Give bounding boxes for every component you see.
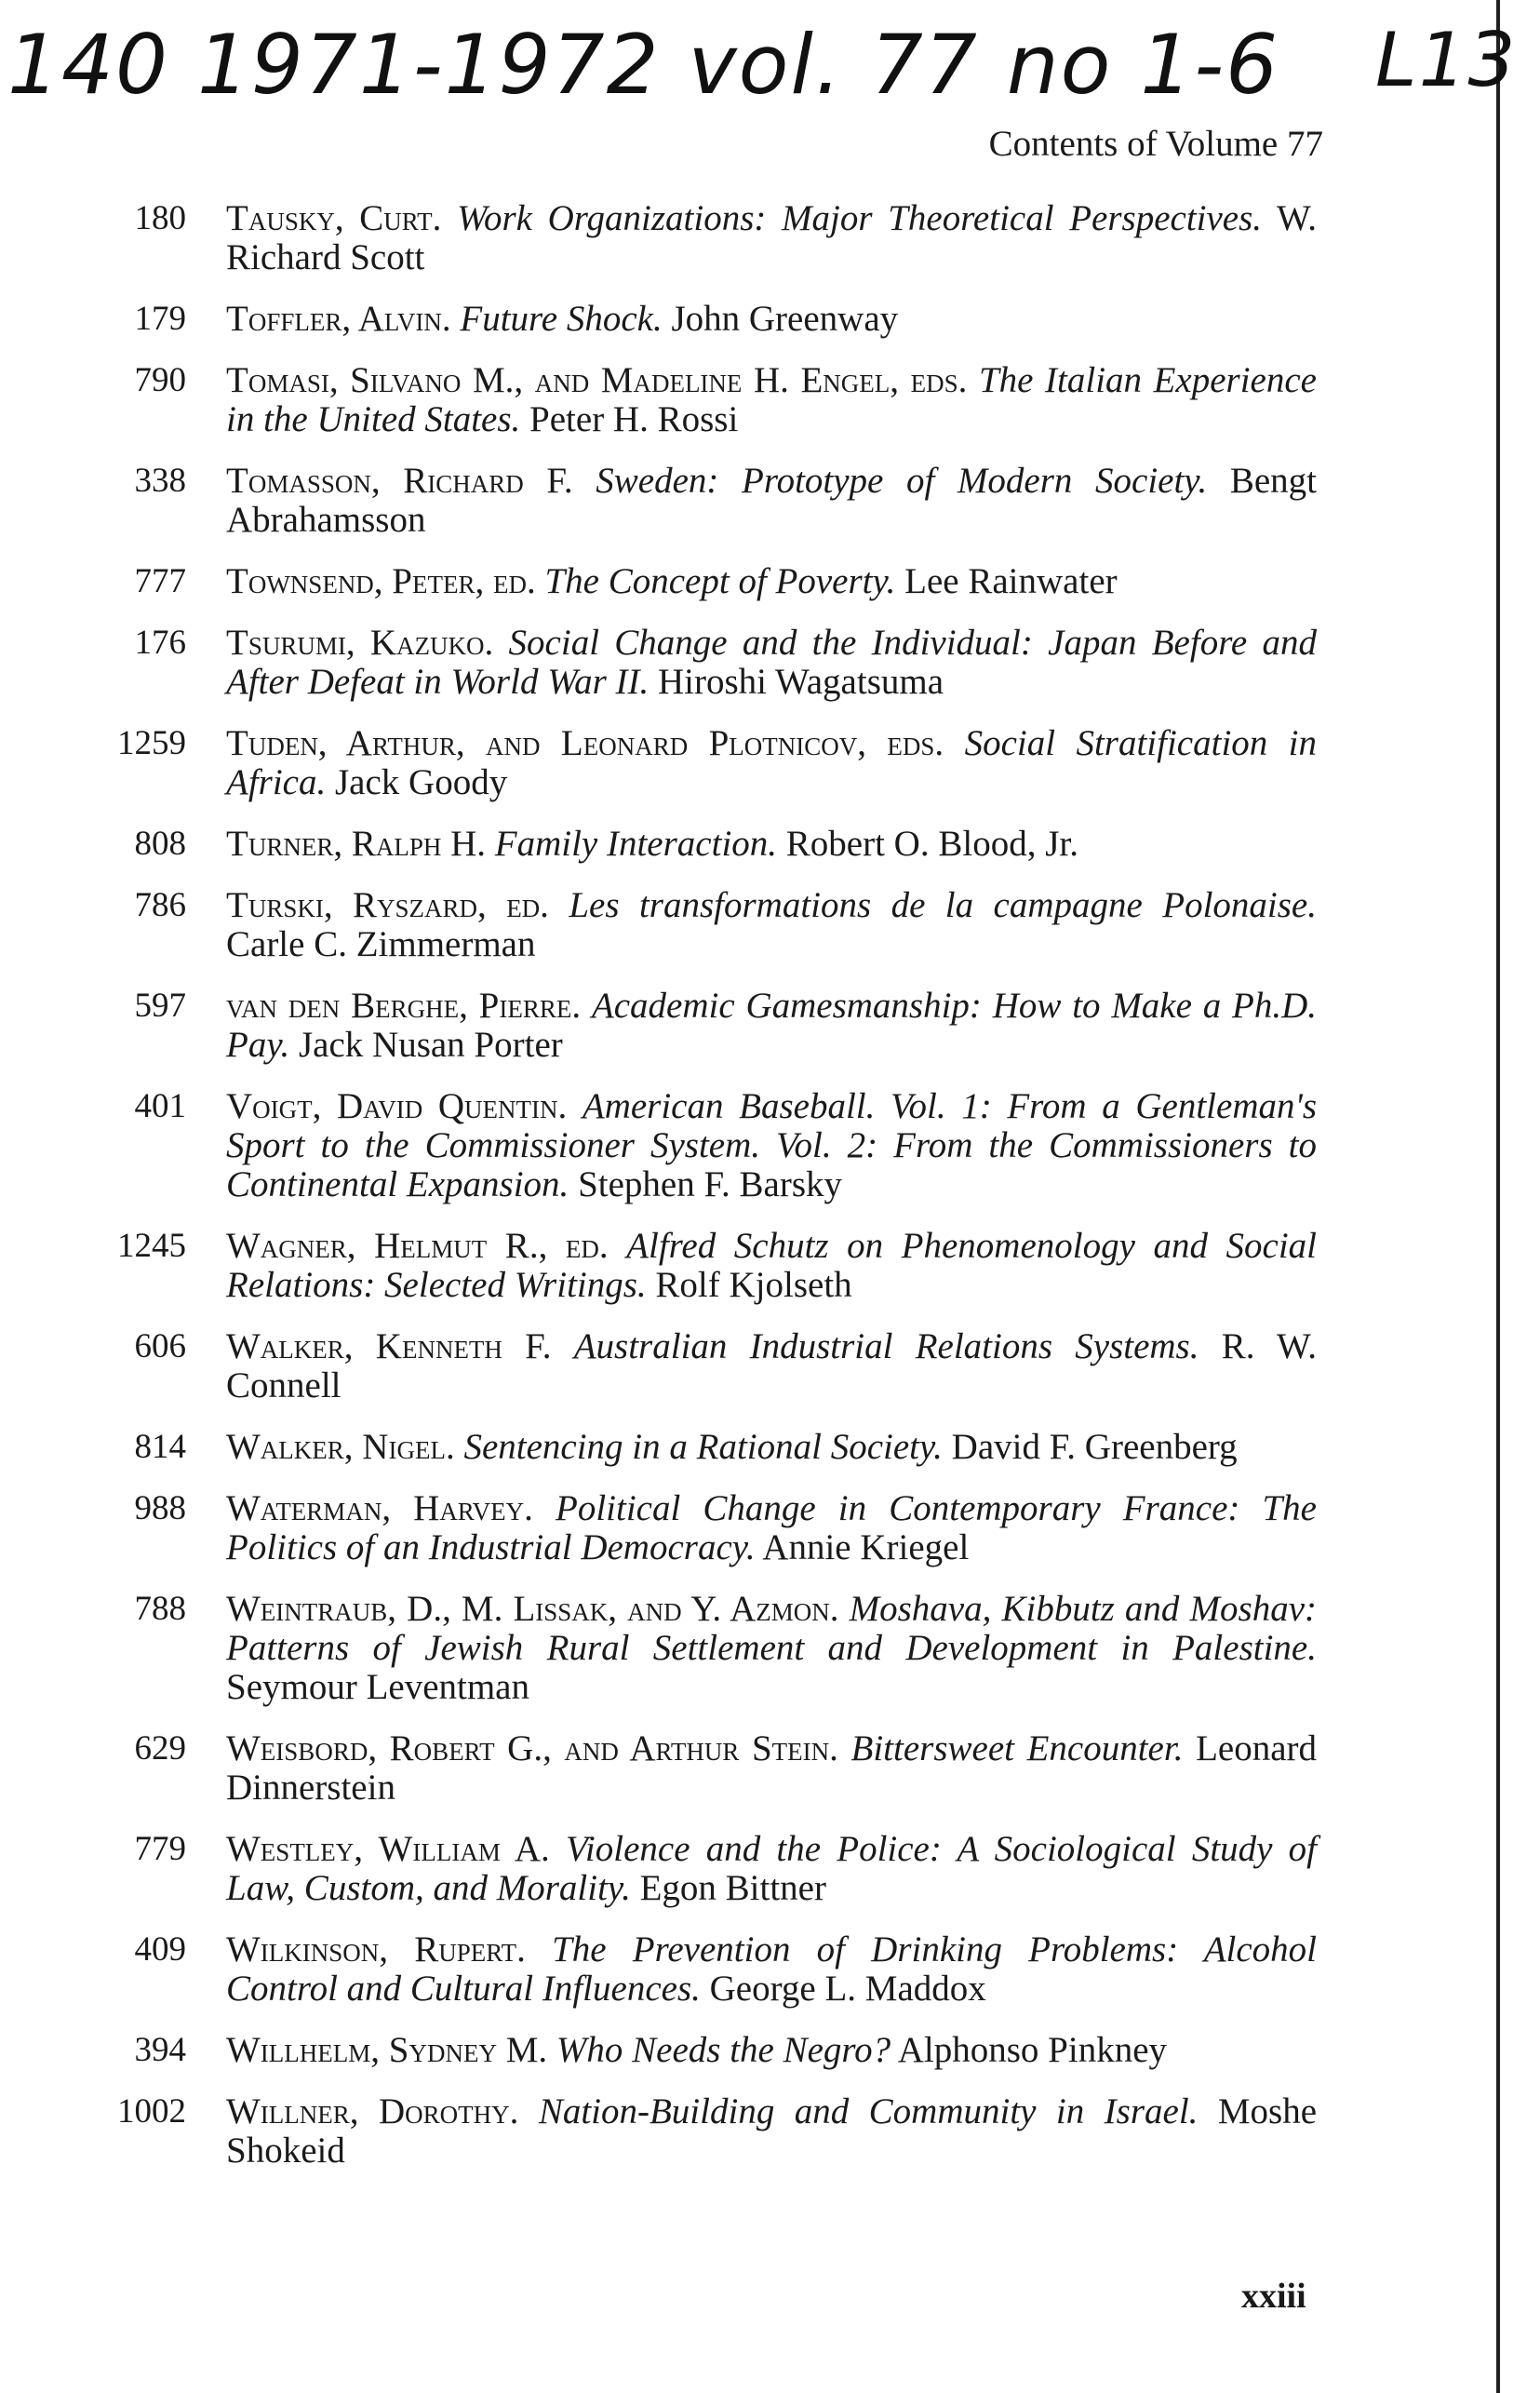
entry-title: Work Organizations: Major Theoretical Perspectives. <box>457 198 1263 238</box>
entry-text <box>226 1830 1317 1908</box>
contents-entry <box>0 1489 1540 1567</box>
entry-title: Sweden: Prototype of Modern Society. <box>596 461 1208 501</box>
entry-reviewer: Peter H. Rossi <box>529 399 739 439</box>
contents-entry <box>0 825 1540 864</box>
contents-entry <box>0 361 1540 439</box>
entry-author: Turner, Ralph H. <box>226 824 487 864</box>
contents-entry <box>0 2092 1540 2171</box>
entry-page-number: 176 <box>134 624 186 662</box>
entry-text <box>226 886 1317 964</box>
contents-entry <box>0 724 1540 802</box>
entry-text <box>226 562 1317 601</box>
entry-text <box>226 1590 1317 1707</box>
entry-page-number: 1259 <box>117 724 186 762</box>
entry-page-number: 779 <box>134 1830 186 1868</box>
entry-title: American Baseball. Vol. 1: From a Gentleman's Sport to the Commissioner System. Vol. 2: From the Commissioners to Continental Expansion. <box>226 1086 1317 1204</box>
entry-page-number: 808 <box>134 825 186 863</box>
entry-reviewer: W. Richard Scott <box>226 198 1317 277</box>
contents-entry <box>0 300 1540 339</box>
entry-reviewer: Hiroshi Wagatsuma <box>658 662 944 702</box>
entry-title: The Concept of Poverty. <box>544 561 896 601</box>
contents-entry <box>0 1327 1540 1405</box>
entry-author: Tuden, Arthur, and Leonard Plotnicov, eds. <box>226 723 944 763</box>
entry-title: Nation-Building and Community in Israel. <box>538 2091 1199 2131</box>
entry-author: Wilkinson, Rupert. <box>226 1929 526 1970</box>
entry-reviewer: Egon Bittner <box>639 1868 826 1908</box>
entry-page-number: 394 <box>134 2031 186 2069</box>
entry-title: Violence and the Police: A Sociological Study of Law, Custom, and Morality. <box>226 1829 1317 1908</box>
contents-entry <box>0 1227 1540 1305</box>
entry-author: Tomasi, Silvano M., and Madeline H. Engel, eds. <box>226 360 968 400</box>
entry-reviewer: Jack Nusan Porter <box>298 1025 563 1065</box>
entry-page-number: 409 <box>134 1930 186 1969</box>
entry-page-number: 814 <box>134 1428 186 1466</box>
entry-text <box>226 724 1317 802</box>
contents-entry <box>0 1830 1540 1908</box>
contents-entry <box>0 1590 1540 1707</box>
contents-entry <box>0 987 1540 1065</box>
contents-entry <box>0 2031 1540 2070</box>
entry-reviewer: Leonard Dinnerstein <box>226 1728 1317 1808</box>
entry-page-number: 1245 <box>117 1227 186 1265</box>
entry-author: Tsurumi, Kazuko. <box>226 623 494 663</box>
contents-list <box>0 199 1540 2193</box>
entry-reviewer: Annie Kriegel <box>762 1527 970 1567</box>
entry-author: van den Berghe, Pierre. <box>226 986 582 1026</box>
entry-page-number: 606 <box>134 1327 186 1365</box>
entry-reviewer: Moshe Shokeid <box>226 2091 1318 2171</box>
entry-page-number: 629 <box>134 1729 186 1768</box>
entry-author: Walker, Kenneth F. <box>226 1326 552 1366</box>
entry-text <box>226 2031 1317 2070</box>
contents-entry <box>0 1428 1540 1467</box>
entry-page-number: 401 <box>134 1087 186 1125</box>
entry-page-number: 786 <box>134 886 186 924</box>
handwritten-annotation: 140 1971-1972 vol. 77 no 1-6 <box>7 17 1280 113</box>
entry-author: Tomasson, Richard F. <box>226 461 573 501</box>
running-header: Contents of Volume 77 <box>988 124 1323 164</box>
entry-title: Australian Industrial Relations Systems. <box>573 1326 1199 1366</box>
entry-reviewer: Alphonso Pinkney <box>897 2030 1168 2070</box>
entry-author: Willhelm, Sydney M. <box>226 2030 548 2070</box>
entry-page-number: 597 <box>134 987 186 1025</box>
contents-entry <box>0 886 1540 964</box>
contents-entry <box>0 1087 1540 1204</box>
entry-page-number: 180 <box>134 199 186 237</box>
entry-reviewer: John Greenway <box>671 299 899 339</box>
entry-text <box>226 987 1317 1065</box>
entry-page-number: 338 <box>134 462 186 500</box>
contents-entry <box>0 1729 1540 1808</box>
entry-text <box>226 361 1317 439</box>
entry-text <box>226 300 1317 339</box>
entry-text <box>226 462 1317 540</box>
entry-title: Moshava, Kibbutz and Moshav: Patterns of Jewish Rural Settlement and Development in Palestine. <box>226 1589 1317 1668</box>
contents-entry <box>0 462 1540 540</box>
entry-title: Future Shock. <box>460 299 663 339</box>
entry-text <box>226 1930 1317 2009</box>
entry-author: Willner, Dorothy. <box>226 2091 519 2131</box>
entry-text <box>226 199 1317 277</box>
entry-page-number: 988 <box>134 1489 186 1527</box>
entry-reviewer: Lee Rainwater <box>904 561 1118 601</box>
entry-reviewer: Seymour Leventman <box>226 1667 529 1707</box>
entry-author: Weintraub, D., M. Lissak, and Y. Azmon. <box>226 1589 839 1629</box>
entry-title: Alfred Schutz on Phenomenology and Social Relations: Selected Writings. <box>226 1226 1318 1305</box>
entry-title: The Italian Experience in the United States. <box>226 360 1317 439</box>
entry-author: Weisbord, Robert G., and Arthur Stein. <box>226 1728 838 1768</box>
entry-author: Turski, Ryszard, ed. <box>226 885 549 925</box>
entry-reviewer: Robert O. Blood, Jr. <box>785 824 1078 864</box>
entry-title: Social Stratification in Africa. <box>226 723 1318 802</box>
entry-text <box>226 1489 1317 1567</box>
contents-entry <box>0 562 1540 601</box>
entry-title: Social Change and the Individual: Japan Before and After Defeat in World War II. <box>226 623 1318 702</box>
contents-entry <box>0 624 1540 702</box>
entry-author: Westley, William A. <box>226 1829 550 1869</box>
entry-title: Sentencing in a Rational Society. <box>463 1427 943 1467</box>
entry-text <box>226 1428 1317 1467</box>
entry-page-number: 1002 <box>117 2092 186 2131</box>
entry-author: Walker, Nigel. <box>226 1427 455 1467</box>
entry-page-number: 788 <box>134 1590 186 1628</box>
entry-reviewer: George L. Maddox <box>709 1969 986 2009</box>
entry-author: Tausky, Curt. <box>226 198 442 238</box>
entry-author: Toffler, Alvin. <box>226 299 451 339</box>
entry-author: Wagner, Helmut R., ed. <box>226 1226 609 1266</box>
page-number: xxiii <box>1241 2277 1306 2316</box>
entry-reviewer: Stephen F. Barsky <box>578 1164 843 1204</box>
contents-entry <box>0 199 1540 277</box>
entry-title: Who Needs the Negro? <box>556 2030 891 2070</box>
entry-text <box>226 1227 1317 1305</box>
entry-reviewer: Jack Goody <box>334 762 508 802</box>
entry-title: Academic Gamesmanship: How to Make a Ph.D. Pay. <box>226 986 1318 1065</box>
entry-text <box>226 1729 1317 1808</box>
entry-reviewer: David F. Greenberg <box>951 1427 1238 1467</box>
entry-author: Waterman, Harvey. <box>226 1488 533 1528</box>
entry-reviewer: R. W. Connell <box>226 1326 1318 1405</box>
entry-author: Townsend, Peter, ed. <box>226 561 536 601</box>
entry-page-number: 790 <box>134 361 186 399</box>
entry-page-number: 179 <box>134 300 186 338</box>
entry-title: Bittersweet Encounter. <box>850 1728 1184 1768</box>
entry-author: Voigt, David Quentin. <box>226 1086 568 1126</box>
entry-text <box>226 825 1317 864</box>
entry-text <box>226 2092 1317 2171</box>
entry-text <box>226 624 1317 702</box>
contents-entry <box>0 1930 1540 2009</box>
entry-reviewer: Bengt Abrahamsson <box>226 461 1318 540</box>
entry-reviewer: Rolf Kjolseth <box>655 1265 852 1305</box>
entry-title: The Prevention of Drinking Problems: Alcohol Control and Cultural Influences. <box>226 1929 1317 2009</box>
entry-text <box>226 1087 1317 1204</box>
entry-page-number: 777 <box>134 562 186 600</box>
handwritten-shelf-mark: L13 <box>1375 17 1518 103</box>
entry-text <box>226 1327 1317 1405</box>
entry-title: Les transformations de la campagne Polonaise. <box>569 885 1317 925</box>
entry-reviewer: Carle C. Zimmerman <box>226 924 536 964</box>
entry-title: Family Interaction. <box>494 824 778 864</box>
entry-title: Political Change in Contemporary France: The Politics of an Industrial Democracy. <box>226 1488 1317 1567</box>
